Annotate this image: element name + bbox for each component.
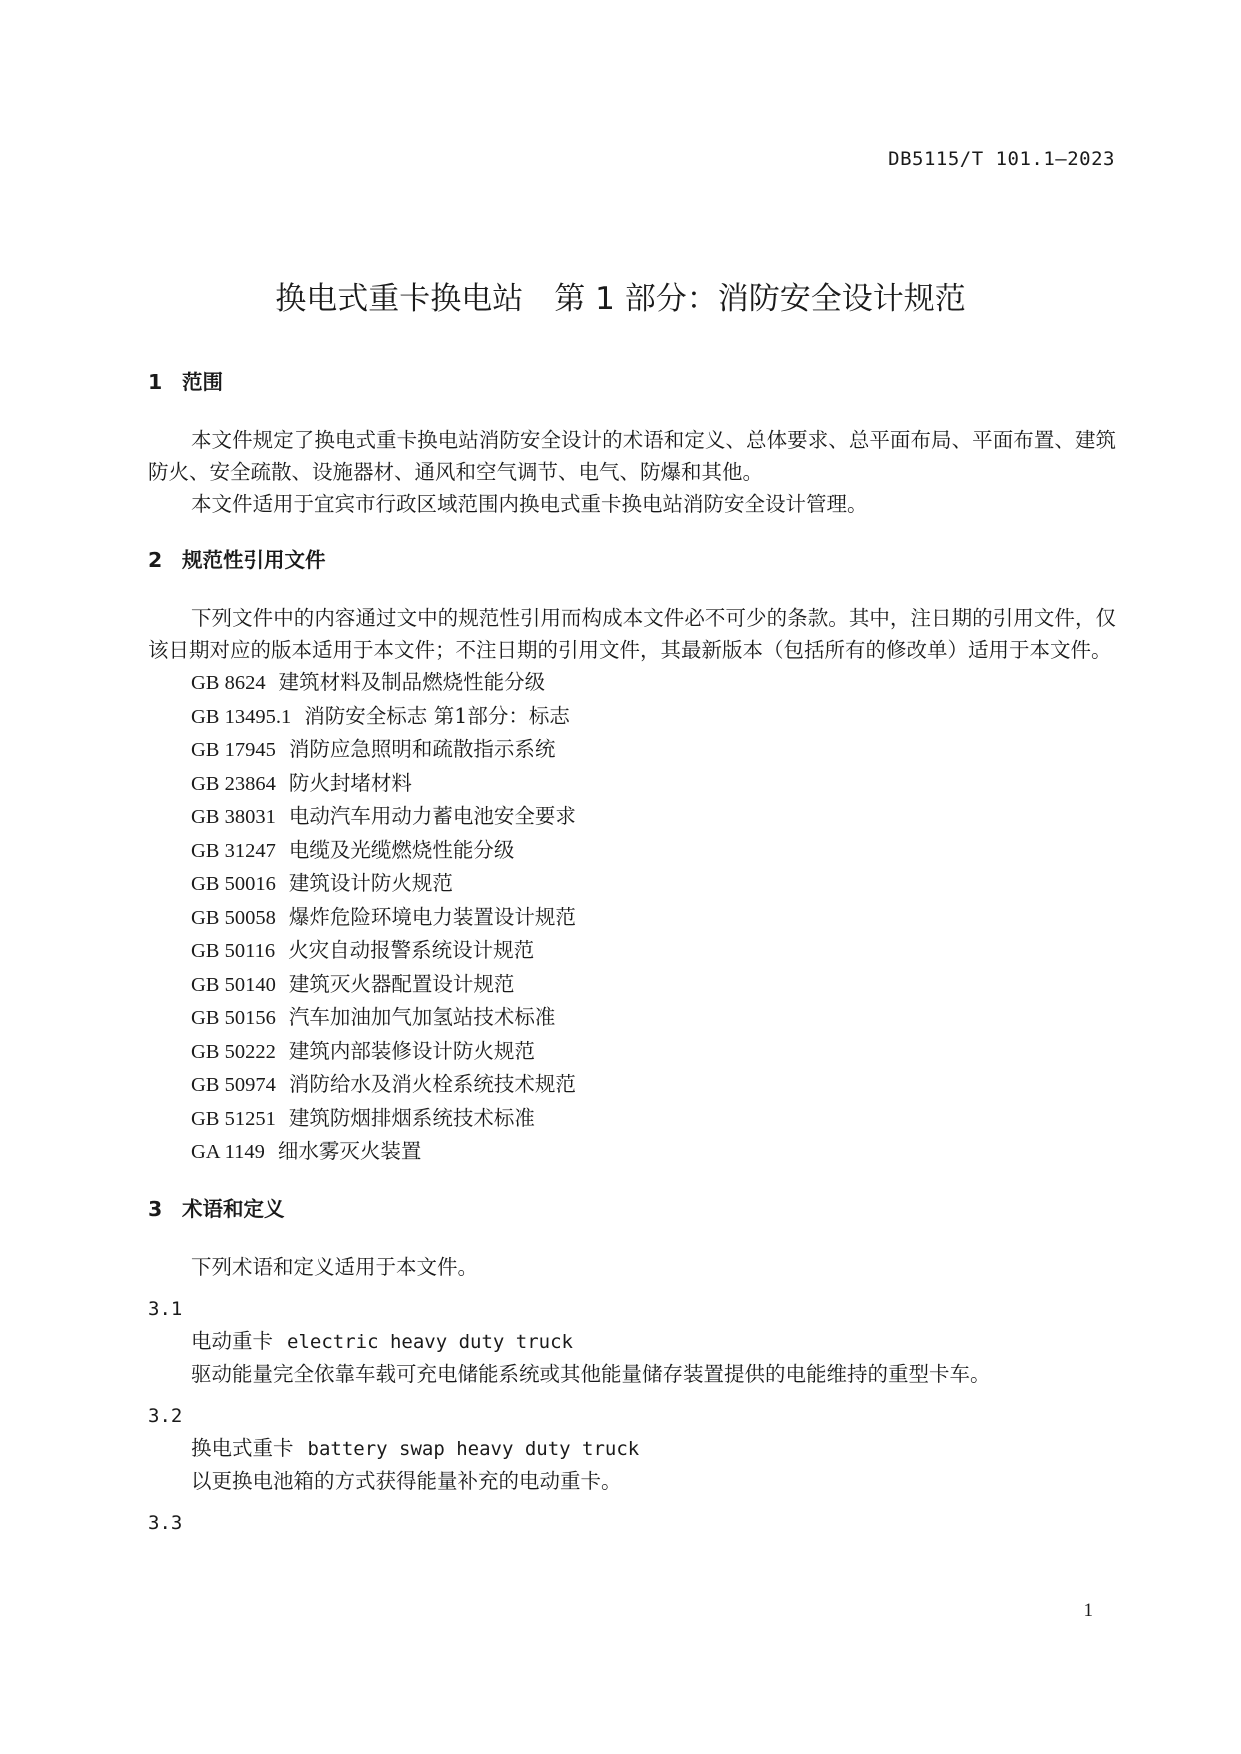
reference-title: 电动汽车用动力蓄电池安全要求 [288,804,576,828]
reference-code: GB 38031 [191,806,276,828]
reference-title: 电缆及光缆燃烧性能分级 [288,837,515,862]
reference-item [191,1135,1116,1169]
term-english: electric heavy duty truck [287,1330,573,1353]
reference-code: GB 50156 [191,1007,276,1029]
reference-item [191,1001,1116,1035]
reference-code: GB 31247 [191,839,276,862]
reference-code: GB 50222 [191,1040,276,1063]
reference-item [191,1102,1116,1136]
term-english: battery swap heavy duty truck [307,1437,640,1460]
section-title: 术语和定义 [182,1196,285,1221]
reference-title: 细水雾灭火装置 [277,1139,422,1163]
reference-item [191,700,1116,734]
reference-title: 建筑防烟排烟系统技术标准 [288,1105,535,1130]
reference-item [191,867,1116,901]
reference-item [191,767,1116,801]
reference-item [191,800,1116,834]
reference-code: GB 50116 [191,940,276,962]
reference-code: GB 51251 [191,1107,276,1130]
reference-title: 防火封堵材料 [288,770,412,795]
section-number: 2 [148,548,163,572]
reference-title: 消防给水及消火栓系统技术规范 [288,1072,576,1096]
references-intro-paragraph: 下列文件中的内容通过文中的规范性引用而构成本文件必不可少的条款。其中，注日期的引用文件，仅该日期对应的版本适用于本文件；不注日期的引用文件，其最新版本（包括所有的修改单）适用于本文件。 [148,606,1116,662]
reference-title: 爆炸危险环境电力装置设计规范 [288,904,576,929]
reference-title: 建筑内部装修设计防火规范 [288,1038,535,1063]
section-title: 规范性引用文件 [182,548,326,572]
reference-item [191,968,1116,1002]
page-number: 1 [1083,1600,1093,1621]
scope-paragraph: 本文件规定了换电式重卡换电站消防安全设计的术语和定义、总体要求、总平面布局、平面布置、建筑防火、安全疏散、设施器材、通风和空气调节、电气、防爆和其他。 [148,428,1116,484]
document-title: 换电式重卡换电站 第 1 部分：消防安全设计规范 [275,280,966,317]
reference-item [191,733,1116,767]
reference-code: GB 8624 [191,672,266,694]
section-heading-terms-definitions [148,1193,1116,1225]
reference-code: GB 50974 [191,1074,276,1096]
reference-title: 消防安全标志 第1部分：标志 [304,703,570,728]
reference-title: 建筑灭火器配置设计规范 [288,971,515,996]
reference-item [191,1068,1116,1102]
reference-title: 火灾自动报警系统设计规范 [288,938,535,962]
term-title [191,1432,1116,1465]
reference-code: GB 23864 [191,772,276,795]
section-number: 3 [148,1196,163,1221]
term-number: 3.2 [148,1404,183,1427]
section-heading-normative-references [148,544,1116,576]
reference-item [191,666,1116,700]
reference-list [148,666,1116,1169]
reference-code: GB 13495.1 [191,705,292,728]
reference-code: GB 50016 [191,873,276,895]
reference-code: GB 50140 [191,973,276,996]
scope-paragraph: 本文件适用于宜宾市行政区域范围内换电式重卡换电站消防安全设计管理。 [191,492,868,516]
reference-code: GB 50058 [191,906,276,929]
term-definition: 以更换电池箱的方式获得能量补充的电动重卡。 [191,1468,622,1493]
reference-item [191,934,1116,968]
term-number: 3.3 [148,1511,183,1534]
reference-item [191,1035,1116,1069]
reference-title: 消防应急照明和疏散指示系统 [288,737,556,761]
term-chinese: 换电式重卡 [191,1435,294,1460]
term-definition: 驱动能量完全依靠车载可充电储能系统或其他能量储存装置提供的电能维持的重型卡车。 [191,1361,991,1386]
standard-code: DB5115/T 101.1—2023 [888,148,1115,170]
document-body [148,366,1116,1539]
section-title: 范围 [182,370,223,394]
reference-item [191,834,1116,868]
section-heading-scope [148,366,1116,398]
term-chinese: 电动重卡 [191,1328,273,1353]
section-number: 1 [148,370,163,394]
term-number: 3.1 [148,1297,183,1320]
reference-title: 建筑设计防火规范 [288,871,453,895]
term-title [191,1325,1116,1358]
reference-title: 建筑材料及制品燃烧性能分级 [278,670,546,694]
terms-intro-paragraph: 下列术语和定义适用于本文件。 [191,1254,478,1279]
term-entry [148,1293,1116,1390]
reference-item [191,901,1116,935]
term-entry [148,1400,1116,1497]
term-entry [148,1507,1116,1539]
reference-title: 汽车加油加气加氢站技术标准 [288,1005,556,1029]
reference-code: GA 1149 [191,1141,265,1163]
reference-code: GB 17945 [191,739,276,761]
